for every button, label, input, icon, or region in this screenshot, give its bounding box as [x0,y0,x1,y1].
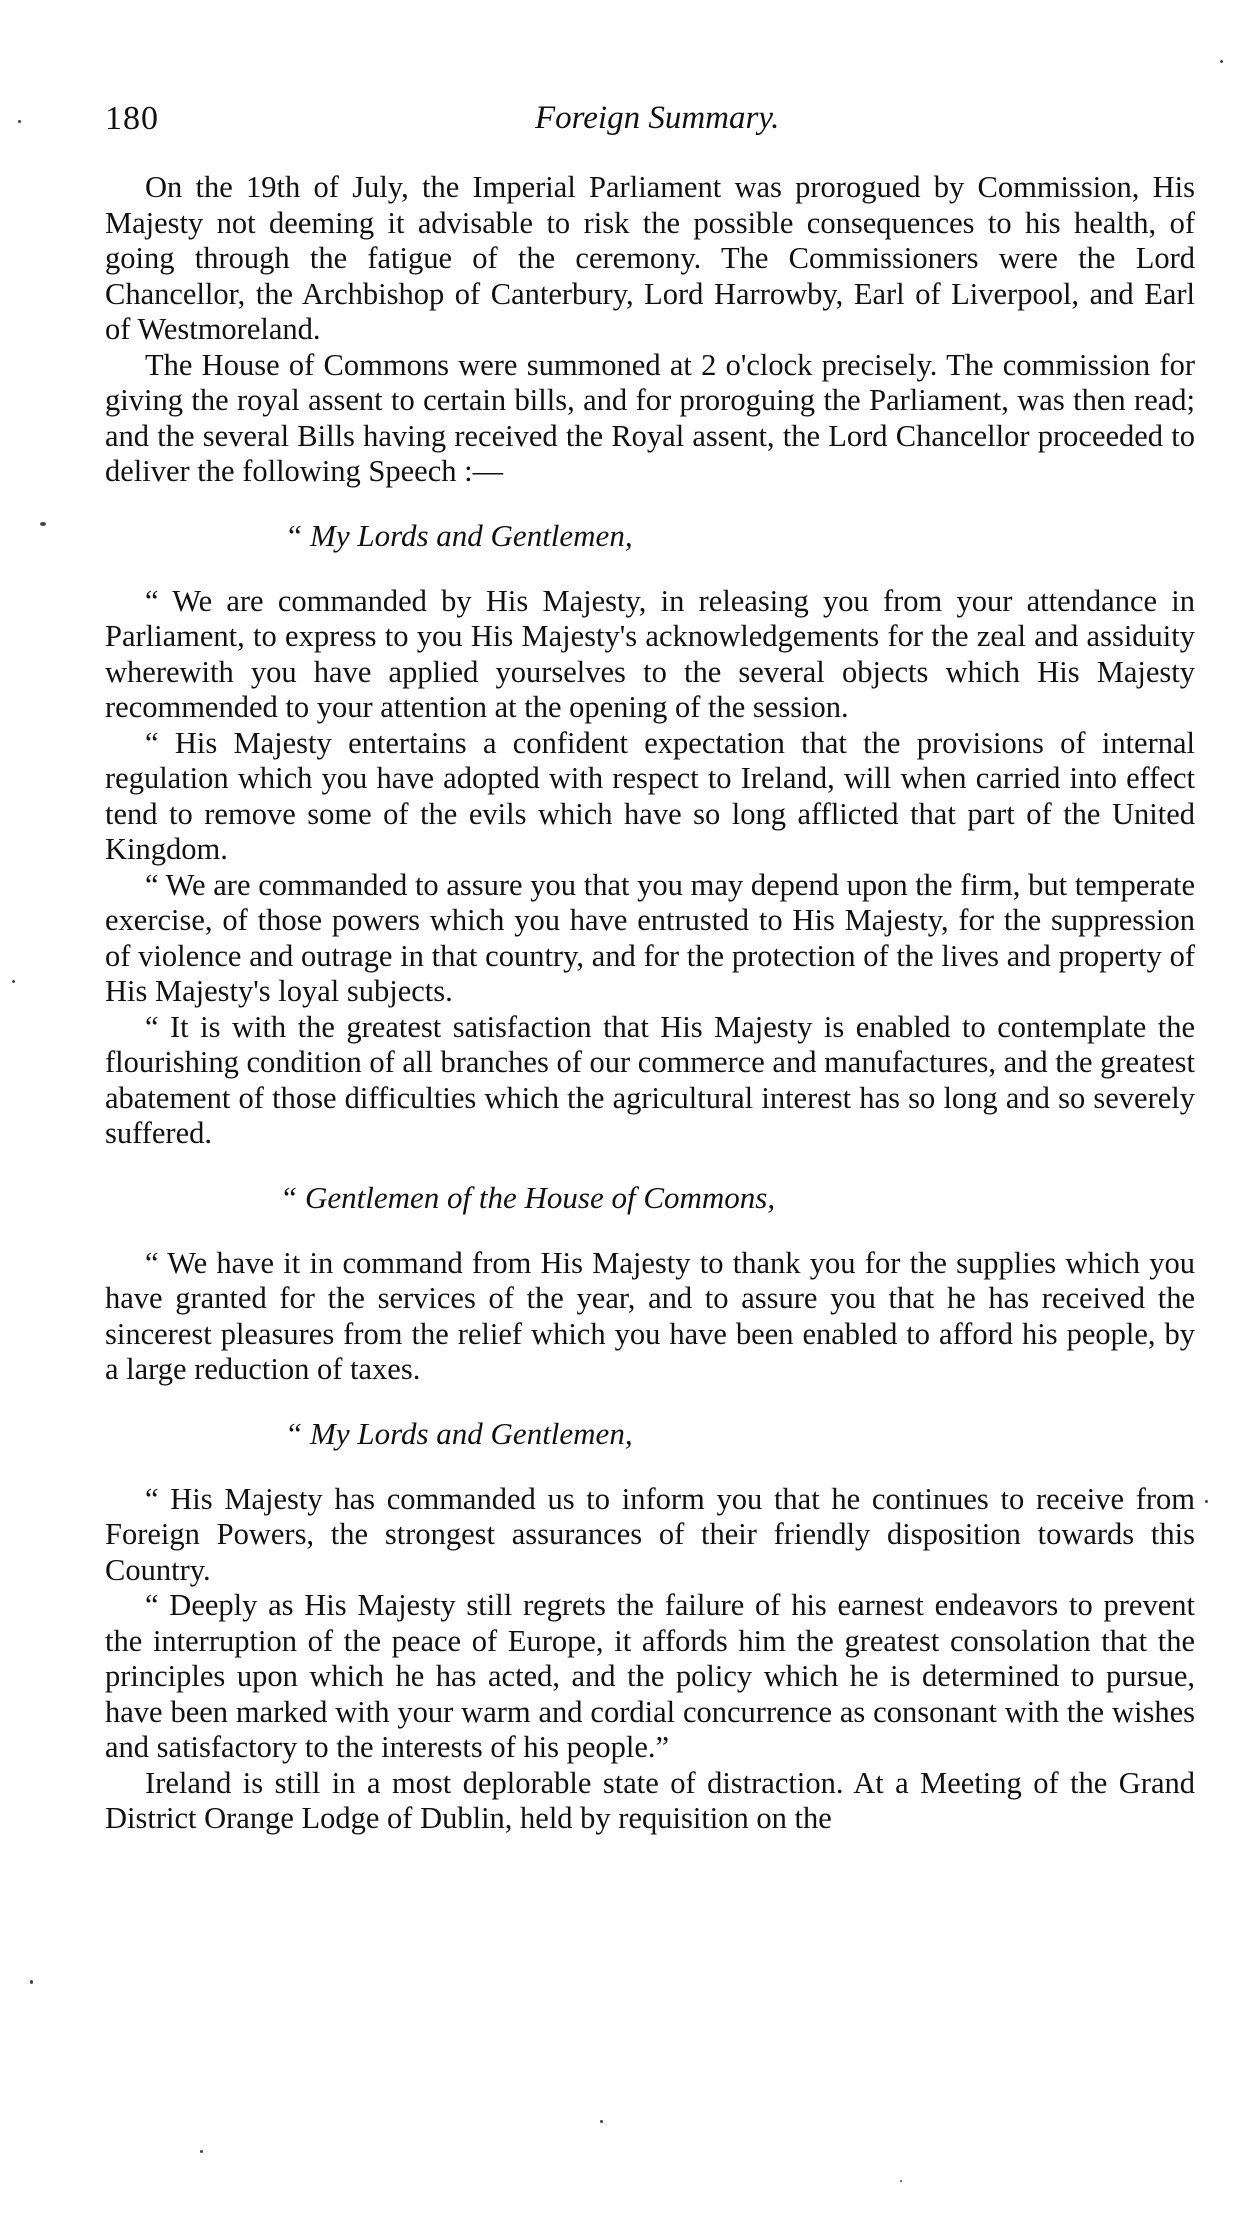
salutation-lords-gentlemen: “ My Lords and Gentlemen, [285,517,633,553]
speech-paragraph-commerce: “ It is with the greatest satisfaction that His Majesty is enabled to contemplate the flourishing condition of all branches of our commerce and manufactures, and the greatest abatement of those difficulties which the agricultural interest has so long and so severely suffered. [105,1009,1195,1150]
paragraph-prorogation: On the 19th of July, the Imperial Parliament was prorogued by Commission, His Majesty not deeming it advisable to risk the possible consequences to his health, of going through the fatigue of the ceremony. The Commissioners were the Lord Chancellor, the Archbishop of Canterbury, Lord Harrowby, Earl of Liverpool, and Earl of Westmoreland. [105,170,1195,346]
salutation-lords-gentlemen-2: “ My Lords and Gentlemen, [285,1415,633,1451]
paragraph-ireland-distraction: Ireland is still in a most deplorable state of distraction. At a Meeting of the Grand District Orange Lodge of Dublin, held by requisition on the [105,1765,1195,1835]
speech-paragraph-supplies: “ We have it in command from His Majesty to thank you for the supplies which you have granted for the services of the year, and to assure you that he has received the sincerest pleasures from the relief which you have been enabled to afford his people, by a large reduction of taxes. [105,1245,1195,1386]
scan-speck [12,980,15,983]
paragraph-house-of-commons: The House of Commons were summoned at 2 o'clock precisely. The commission for giving the royal assent to certain bills, and for proroguing the Parliament, was then read; and the several Bills having received the Royal assent, the Lord Chancellor proceeded to deliver the following Speech :— [105,347,1195,488]
scan-speck [30,1980,33,1984]
speech-paragraph-foreign-powers: “ His Majesty has commanded us to inform you that he continues to receive from Foreign Powers, the strongest assurances of their friendly disposition towards this Country. [105,1481,1195,1587]
salutation-house-of-commons: “ Gentlemen of the House of Commons, [280,1179,776,1215]
speech-paragraph-ireland-provisions: “ His Majesty entertains a confident expectation that the provisions of internal regulation which you have adopted with respect to Ireland, will when carried into effect tend to remove some of the evils which have so long afflicted that part of the United Kingdom. [105,725,1195,866]
document-page [105,100,1195,1837]
speech-paragraph-commanded: “ We are commanded by His Majesty, in releasing you from your attendance in Parliament, to express to you His Majesty's acknowledgements for the zeal and assiduity wherewith you have applied yourselves to the several objects which His Majesty recommended to your attention at the opening of the session. [105,583,1195,724]
scan-speck [1220,60,1223,63]
speech-paragraph-powers: “ We are commanded to assure you that you may depend upon the firm, but temperate exercise, of those powers which you have entrusted to His Majesty, for the suppression of violence and outrage in that country, and for the protection of the lives and property of His Majesty's loyal subjects. [105,867,1195,1008]
speech-paragraph-peace-of-europe: “ Deeply as His Majesty still regrets the failure of his earnest endeavors to prevent the interruption of the peace of Europe, it affords him the greatest consolation that the principles upon which he has acted, and the policy which he is determined to pursue, have been marked with your warm and cordial concurrence as consonant with the wishes and satisfactory to the interests of his people.” [105,1588,1195,1764]
running-head: Foreign Summary. [535,100,780,136]
scan-speck [40,522,46,526]
scan-speck [200,2150,203,2153]
scan-speck [600,2120,603,2123]
scan-speck [900,2180,902,2182]
page-number: 180 [105,100,159,137]
article-body [105,170,1195,1837]
scan-speck [18,120,21,123]
page-header [105,100,1195,152]
scan-speck [1205,1500,1208,1503]
